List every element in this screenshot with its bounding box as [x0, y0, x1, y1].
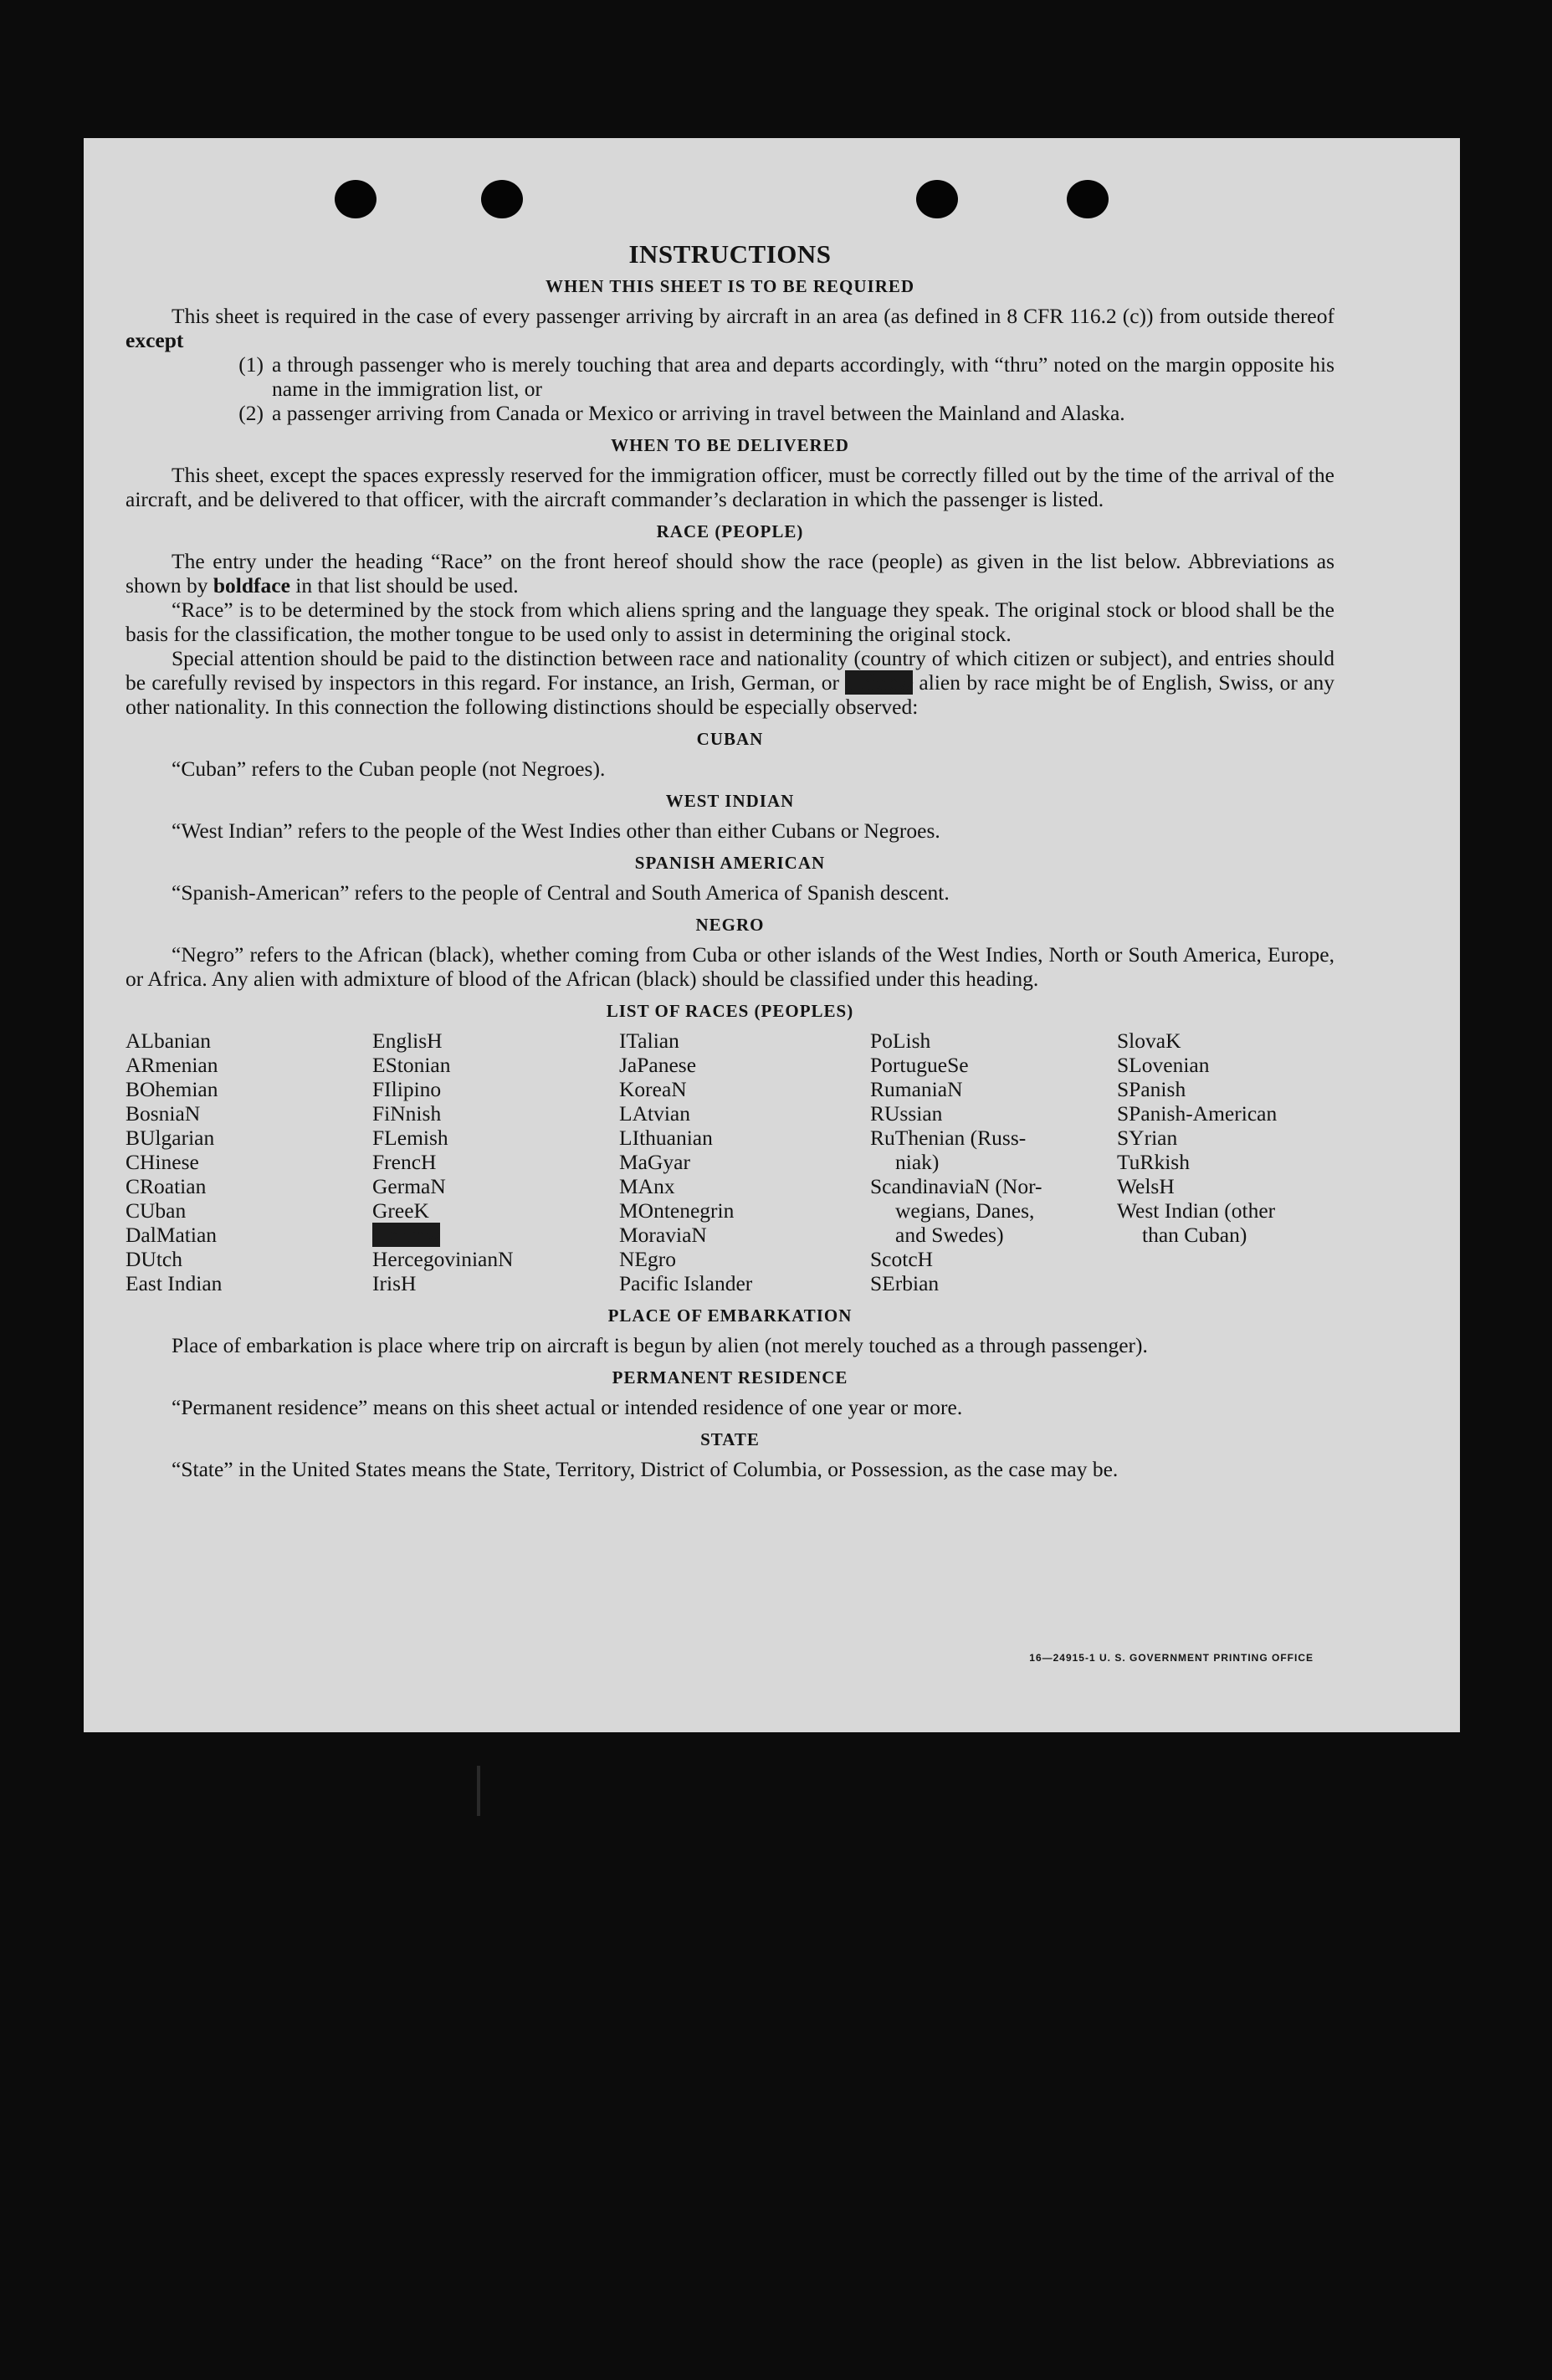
section-heading-required: WHEN THIS SHEET IS TO BE REQUIRED: [545, 276, 915, 296]
race-item: RuThenian (Russ-: [870, 1126, 1027, 1150]
race-item: CUban: [125, 1198, 187, 1223]
races-column-1: [125, 1028, 372, 1295]
section-heading-race: RACE (PEOPLE): [656, 521, 804, 541]
race-paragraph-3: Special attention should be paid to the distinction between race and nationality (country of which citizen or subject), and entries should be carefully revised by inspectors in this regard. For instance, an Irish, German, or Hebrew alien by race might be of English, Swiss, or any other nationality. In this connection the following distinctions should be especially observed:: [125, 646, 1335, 719]
race-item: SYrian: [1117, 1126, 1178, 1150]
race-item: Pacific Islander: [619, 1271, 753, 1295]
section-heading-embarkation: PLACE OF EMBARKATION: [607, 1305, 853, 1326]
races-column-4: [870, 1028, 1117, 1295]
race-item: JaPanese: [619, 1053, 697, 1077]
section-heading-west-indian: WEST INDIAN: [665, 791, 795, 811]
instruction-sheet: [84, 138, 1460, 1732]
race-item: DUtch: [125, 1247, 182, 1271]
punch-hole: [335, 180, 376, 218]
race-item: SPanish: [1117, 1077, 1186, 1101]
section-heading-residence: PERMANENT RESIDENCE: [612, 1367, 848, 1387]
race-item: BUlgarian: [125, 1126, 215, 1150]
race-item: LIthuanian: [619, 1126, 713, 1150]
embarkation-text: Place of embarkation is place where trip on aircraft is begun by alien (not merely touched as a through passenger).: [172, 1333, 1148, 1357]
spanish-american-text: “Spanish-American” refers to the people of Central and South America of Spanish descent.: [172, 880, 950, 905]
punch-hole: [481, 180, 523, 218]
race-item: RumaniaN: [870, 1077, 963, 1101]
race-item: MAnx: [619, 1174, 675, 1198]
race-item-continued: niak): [895, 1150, 940, 1174]
race-item: ScotcH: [870, 1247, 934, 1271]
race-item: MaGyar: [619, 1150, 690, 1174]
race-item: FrencH: [372, 1150, 437, 1174]
race-item: West Indian (other: [1117, 1198, 1276, 1223]
exception-item-1: (1) a through passenger who is merely touching that area and departs accordingly, with “thru” noted on the margin opposite his name in the immigration list, or: [238, 352, 1334, 401]
west-indian-text: “West Indian” refers to the people of the West Indies other than either Cubans or Negroes.: [172, 818, 940, 843]
race-item-continued: than Cuban): [1142, 1223, 1247, 1247]
race-item: DalMatian: [125, 1223, 218, 1247]
race-item: HercegovinianN: [372, 1247, 514, 1271]
race-item: MOntenegrin: [619, 1198, 735, 1223]
state-text: “State” in the United States means the State, Territory, District of Columbia, or Possession, as the case may be.: [172, 1457, 1119, 1481]
race-item: FIlipino: [372, 1077, 442, 1101]
printing-office-code: 16—24915-1 U. S. GOVERNMENT PRINTING OFFICE: [1029, 1652, 1314, 1664]
race-item: ALbanian: [125, 1028, 211, 1053]
race-item-continued: wegians, Danes,: [895, 1198, 1035, 1223]
required-intro: This sheet is required in the case of every passenger arriving by aircraft in an area (as defined in 8 CFR 116.2 (c)) from outside thereof except: [125, 304, 1334, 352]
race-item: CRoatian: [125, 1174, 207, 1198]
race-item: MoraviaN: [619, 1223, 707, 1247]
punch-hole: [1067, 180, 1109, 218]
race-item: SLovenian: [1117, 1053, 1210, 1077]
race-item: PortugueSe: [870, 1053, 969, 1077]
race-item: GreeK: [372, 1198, 429, 1223]
struck-word: Hebrew: [845, 670, 914, 695]
race-item: SErbian: [870, 1271, 940, 1295]
race-item: FLemish: [372, 1126, 448, 1150]
race-item: BosniaN: [125, 1101, 201, 1126]
race-item: LAtvian: [619, 1101, 690, 1126]
scan-artifact: [477, 1766, 480, 1816]
race-item: IrisH: [372, 1271, 417, 1295]
race-item: ARmenian: [125, 1053, 218, 1077]
race-paragraph-2: “Race” is to be determined by the stock from which aliens spring and the language they speak. The original stock or blood shall be the basis for the classification, the mother tongue to be used only to assist in determining the original stock.: [125, 598, 1334, 646]
races-column-3: [619, 1028, 870, 1295]
section-heading-spanish-american: SPANISH AMERICAN: [634, 853, 826, 873]
race-item-continued: and Swedes): [895, 1223, 1004, 1247]
race-item: EnglisH: [372, 1028, 443, 1053]
races-list: [125, 1028, 1334, 1295]
exception-item-2: (2) a passenger arriving from Canada or Mexico or arriving in travel between the Mainland and Alaska.: [238, 401, 1125, 425]
residence-text: “Permanent residence” means on this sheet actual or intended residence of one year or more.: [172, 1395, 963, 1419]
section-heading-races-list: LIST OF RACES (PEOPLES): [606, 1001, 854, 1021]
race-item: NEgro: [619, 1247, 676, 1271]
section-heading-negro: NEGRO: [695, 915, 765, 935]
delivered-text: This sheet, except the spaces expressly reserved for the immigration officer, must be correctly filled out by the time of the arrival of the aircraft, and be delivered to that officer, with the aircraft commander’s declaration in which the passenger is listed.: [125, 463, 1334, 511]
race-item-struck: Hebrew: [372, 1223, 440, 1247]
race-item: EStonian: [372, 1053, 451, 1077]
race-item: ITalian: [619, 1028, 679, 1053]
race-item: RUssian: [870, 1101, 943, 1126]
negro-text: “Negro” refers to the African (black), whether coming from Cuba or other islands of the West Indies, North or South America, Europe, or Africa. Any alien with admixture of blood of the African (black) should be classified under this heading.: [125, 942, 1334, 991]
race-item: ScandinaviaN (Nor-: [870, 1174, 1042, 1198]
section-heading-state: STATE: [700, 1429, 760, 1449]
race-item: PoLish: [870, 1028, 931, 1053]
race-item: GermaN: [372, 1174, 446, 1198]
punch-hole: [916, 180, 958, 218]
race-paragraph-1: The entry under the heading “Race” on the front hereof should show the race (people) as given in the list below. Abbreviations as shown by boldface in that list should be used.: [125, 549, 1334, 598]
page-title: INSTRUCTIONS: [628, 239, 832, 269]
race-item: KoreaN: [619, 1077, 687, 1101]
races-column-2: [372, 1028, 619, 1295]
race-item: TuRkish: [1117, 1150, 1190, 1174]
section-heading-cuban: CUBAN: [696, 729, 764, 749]
race-item: SPanish-American: [1117, 1101, 1278, 1126]
races-column-5: [1117, 1028, 1334, 1295]
race-item: SlovaK: [1117, 1028, 1181, 1053]
race-item: East Indian: [125, 1271, 223, 1295]
race-item: BOhemian: [125, 1077, 218, 1101]
race-item: FiNnish: [372, 1101, 442, 1126]
section-heading-delivered: WHEN TO BE DELIVERED: [611, 435, 849, 455]
race-item: CHinese: [125, 1150, 199, 1174]
race-item: WelsH: [1117, 1174, 1175, 1198]
cuban-text: “Cuban” refers to the Cuban people (not Negroes).: [172, 757, 606, 781]
